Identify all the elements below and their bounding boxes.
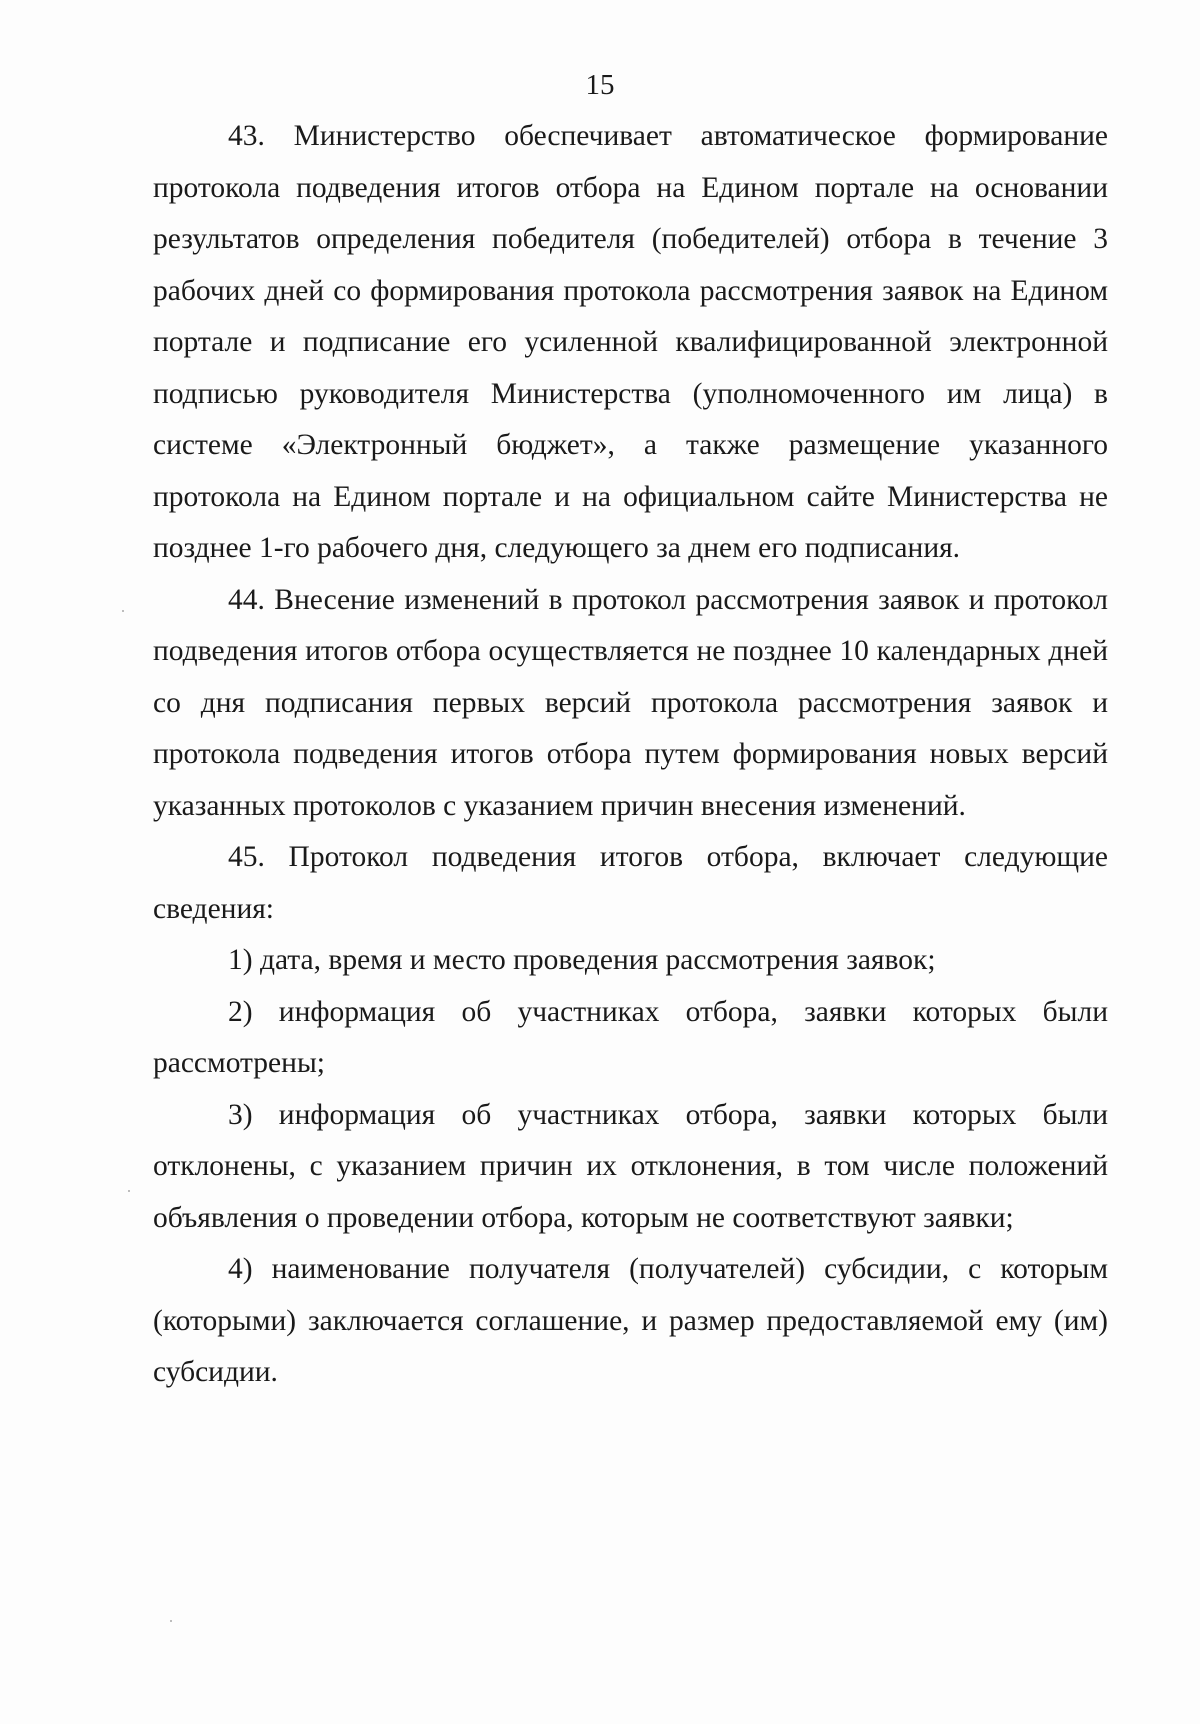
list-item-2: 2) информация об участниках отбора, заявки которых были рассмотрены; xyxy=(153,995,1108,1079)
paragraph-44: 44. Внесение изменений в протокол рассмотрения заявок и протокол подведения итогов отбора осуществляется не позднее 10 календарных дней со дня подписания первых версий протокола рассмотрения заявок и протокола подведения итогов отбора путем формирования новых версий указанных протоколов с указанием причин внесения изменений. xyxy=(153,583,1108,822)
scan-mark xyxy=(128,1190,130,1192)
page-number: 15 xyxy=(585,69,615,101)
paragraph-43: 43. Министерство обеспечивает автоматическое формирование протокола подведения итогов отбора на Едином портале на основании результатов определения победителя (победителей) отбора в течение 3 рабочих дней со формирования протокола рассмотрения заявок на Едином портале и подписание его усиленной квалифицированной электронной подписью руководителя Министерства (уполномоченного им лица) в системе «Электронный бюджет», а также размещение указанного протокола на Едином портале и на официальном сайте Министерства не позднее 1-го рабочего дня, следующего за днем его подписания. xyxy=(153,120,1108,564)
list-item-1: 1) дата, время и место проведения рассмотрения заявок; xyxy=(228,944,936,976)
paragraph-45: 45. Протокол подведения итогов отбора, включает следующие сведения: xyxy=(153,841,1108,925)
scan-mark xyxy=(122,610,124,612)
list-item-4: 4) наименование получателя (получателей) субсидии, с которым (которыми) заключается соглашение, и размер предоставляемой ему (им) субсидии. xyxy=(153,1253,1108,1388)
list-item-3: 3) информация об участниках отбора, заявки которых были отклонены, с указанием причин их отклонения, в том числе положений объявления о проведении отбора, которым не соответствуют заявки; xyxy=(153,1098,1108,1234)
scan-mark xyxy=(170,1620,172,1622)
document-body xyxy=(153,111,1108,1399)
